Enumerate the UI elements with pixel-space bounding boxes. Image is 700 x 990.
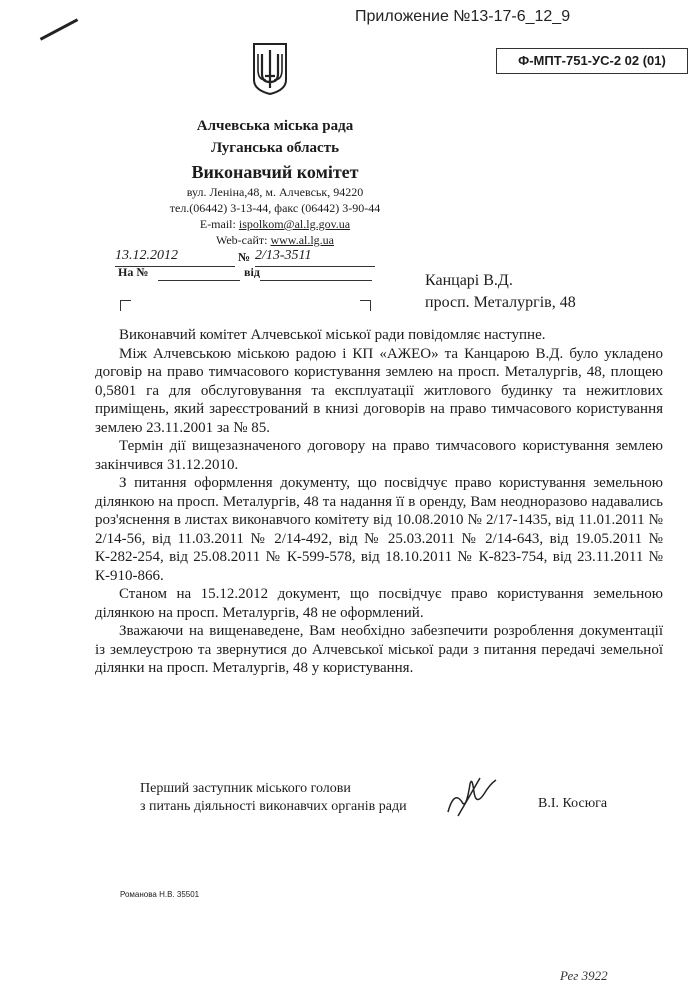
signatory-position-line-1: Перший заступник міського голови — [140, 781, 351, 796]
recipient-name: Канцарі В.Д. — [425, 272, 513, 289]
appendix-label: Приложение №13-17-6_12_9 — [355, 8, 571, 25]
registration-number: 2/13-3511 — [255, 248, 375, 267]
exec-committee-name: Виконавчий комітет — [191, 162, 359, 182]
signatory-name: В.І. Косюга — [538, 796, 608, 811]
reference-from-label: від — [244, 265, 260, 279]
handwritten-registration-note: Рег 3922 — [560, 968, 608, 983]
region-name: Луганська область — [210, 140, 339, 156]
signatory-position — [140, 780, 407, 816]
registration-number-label: № — [238, 250, 251, 264]
pen-mark — [40, 18, 78, 40]
handwritten-signature — [440, 772, 500, 822]
org-email-line — [150, 216, 400, 232]
city-council-name: Алчевська міська рада — [196, 118, 354, 134]
website-link[interactable]: www.al.lg.ua — [270, 233, 335, 247]
body-paragraph-6: Зважаючи на вищенаведене, Вам необхідно забезпечити розроблення документації із землеустрою та звернутися до Алчевської міської ради з питання передачі земельної ділянки на просп. Металургів, 48 у користування. — [95, 623, 663, 676]
reference-number-field — [158, 268, 240, 281]
letter-body — [95, 326, 663, 678]
website-label: Web-сайт: — [215, 233, 268, 247]
signatory-position-line-2: з питань діяльності виконавчих органів ради — [140, 799, 407, 814]
body-paragraph-4: З питання оформлення документу, що посвідчує право користування земельною ділянкою на просп. Металургів, 48 та надання її в оренду, Вам неодноразово надавались роз'яснення в листах виконавчого комітету від 10.08.2010 № 2/17-1435, від 11.01.2011 № 2/14-56, від 11.03.2011 № 2/14-492, від № 25.03.2011 № 2/14-643, від 19.05.2011 № К-282-254, від 25.08.2011 № К-599-578, від 18.10.2011 № К-823-754, від 23.11.2011 № К-910-866. — [95, 475, 663, 584]
body-paragraph-3: Термін дії вищезазначеного договору на право тимчасового користування землею закінчився 31.12.2010. — [95, 438, 663, 473]
body-paragraph-1: Виконавчий комітет Алчевської міської ради повідомляє наступне. — [119, 327, 546, 343]
body-paragraph-2: Між Алчевською міською радою і КП «АЖЕО» та Канцарою В.Д. було укладено договір на право тимчасового користування землею на просп. Металургів, 48, площею 0,5801 га для обслуговування та експлуатації житлового будинку та нежитлових приміщень, який зареєстрований в книзі договорів на право тимчасового користування землею 23.11.2001 за № 85. — [95, 345, 663, 436]
recipient-block — [425, 270, 576, 314]
email-link[interactable]: ispolkom@al.lg.gov.ua — [238, 217, 351, 231]
address-corner-left — [120, 300, 131, 311]
reference-label: На № — [118, 265, 149, 279]
address-corner-right — [360, 300, 371, 311]
email-label: E-mail: — [199, 217, 236, 231]
trident-emblem-icon — [250, 40, 290, 96]
organization-header — [150, 116, 400, 248]
registration-date: 13.12.2012 — [115, 248, 235, 267]
recipient-address: просп. Металургів, 48 — [425, 294, 576, 311]
executor-info: Романова Н.В. 35501 — [120, 890, 200, 899]
form-code-box: Ф-МПТ-751-УС-2 02 (01) — [496, 48, 688, 74]
reference-date-field — [260, 268, 372, 281]
org-website-line — [150, 232, 400, 248]
org-phones: тел.(06442) 3-13-44, факс (06442) 3-90-44 — [169, 201, 381, 215]
body-paragraph-5: Станом на 15.12.2012 документ, що посвідчує право користування земельною ділянкою на просп. Металургів, 48 не оформлений. — [95, 586, 663, 621]
org-address: вул. Леніна,48, м. Алчевськ, 94220 — [186, 185, 364, 199]
